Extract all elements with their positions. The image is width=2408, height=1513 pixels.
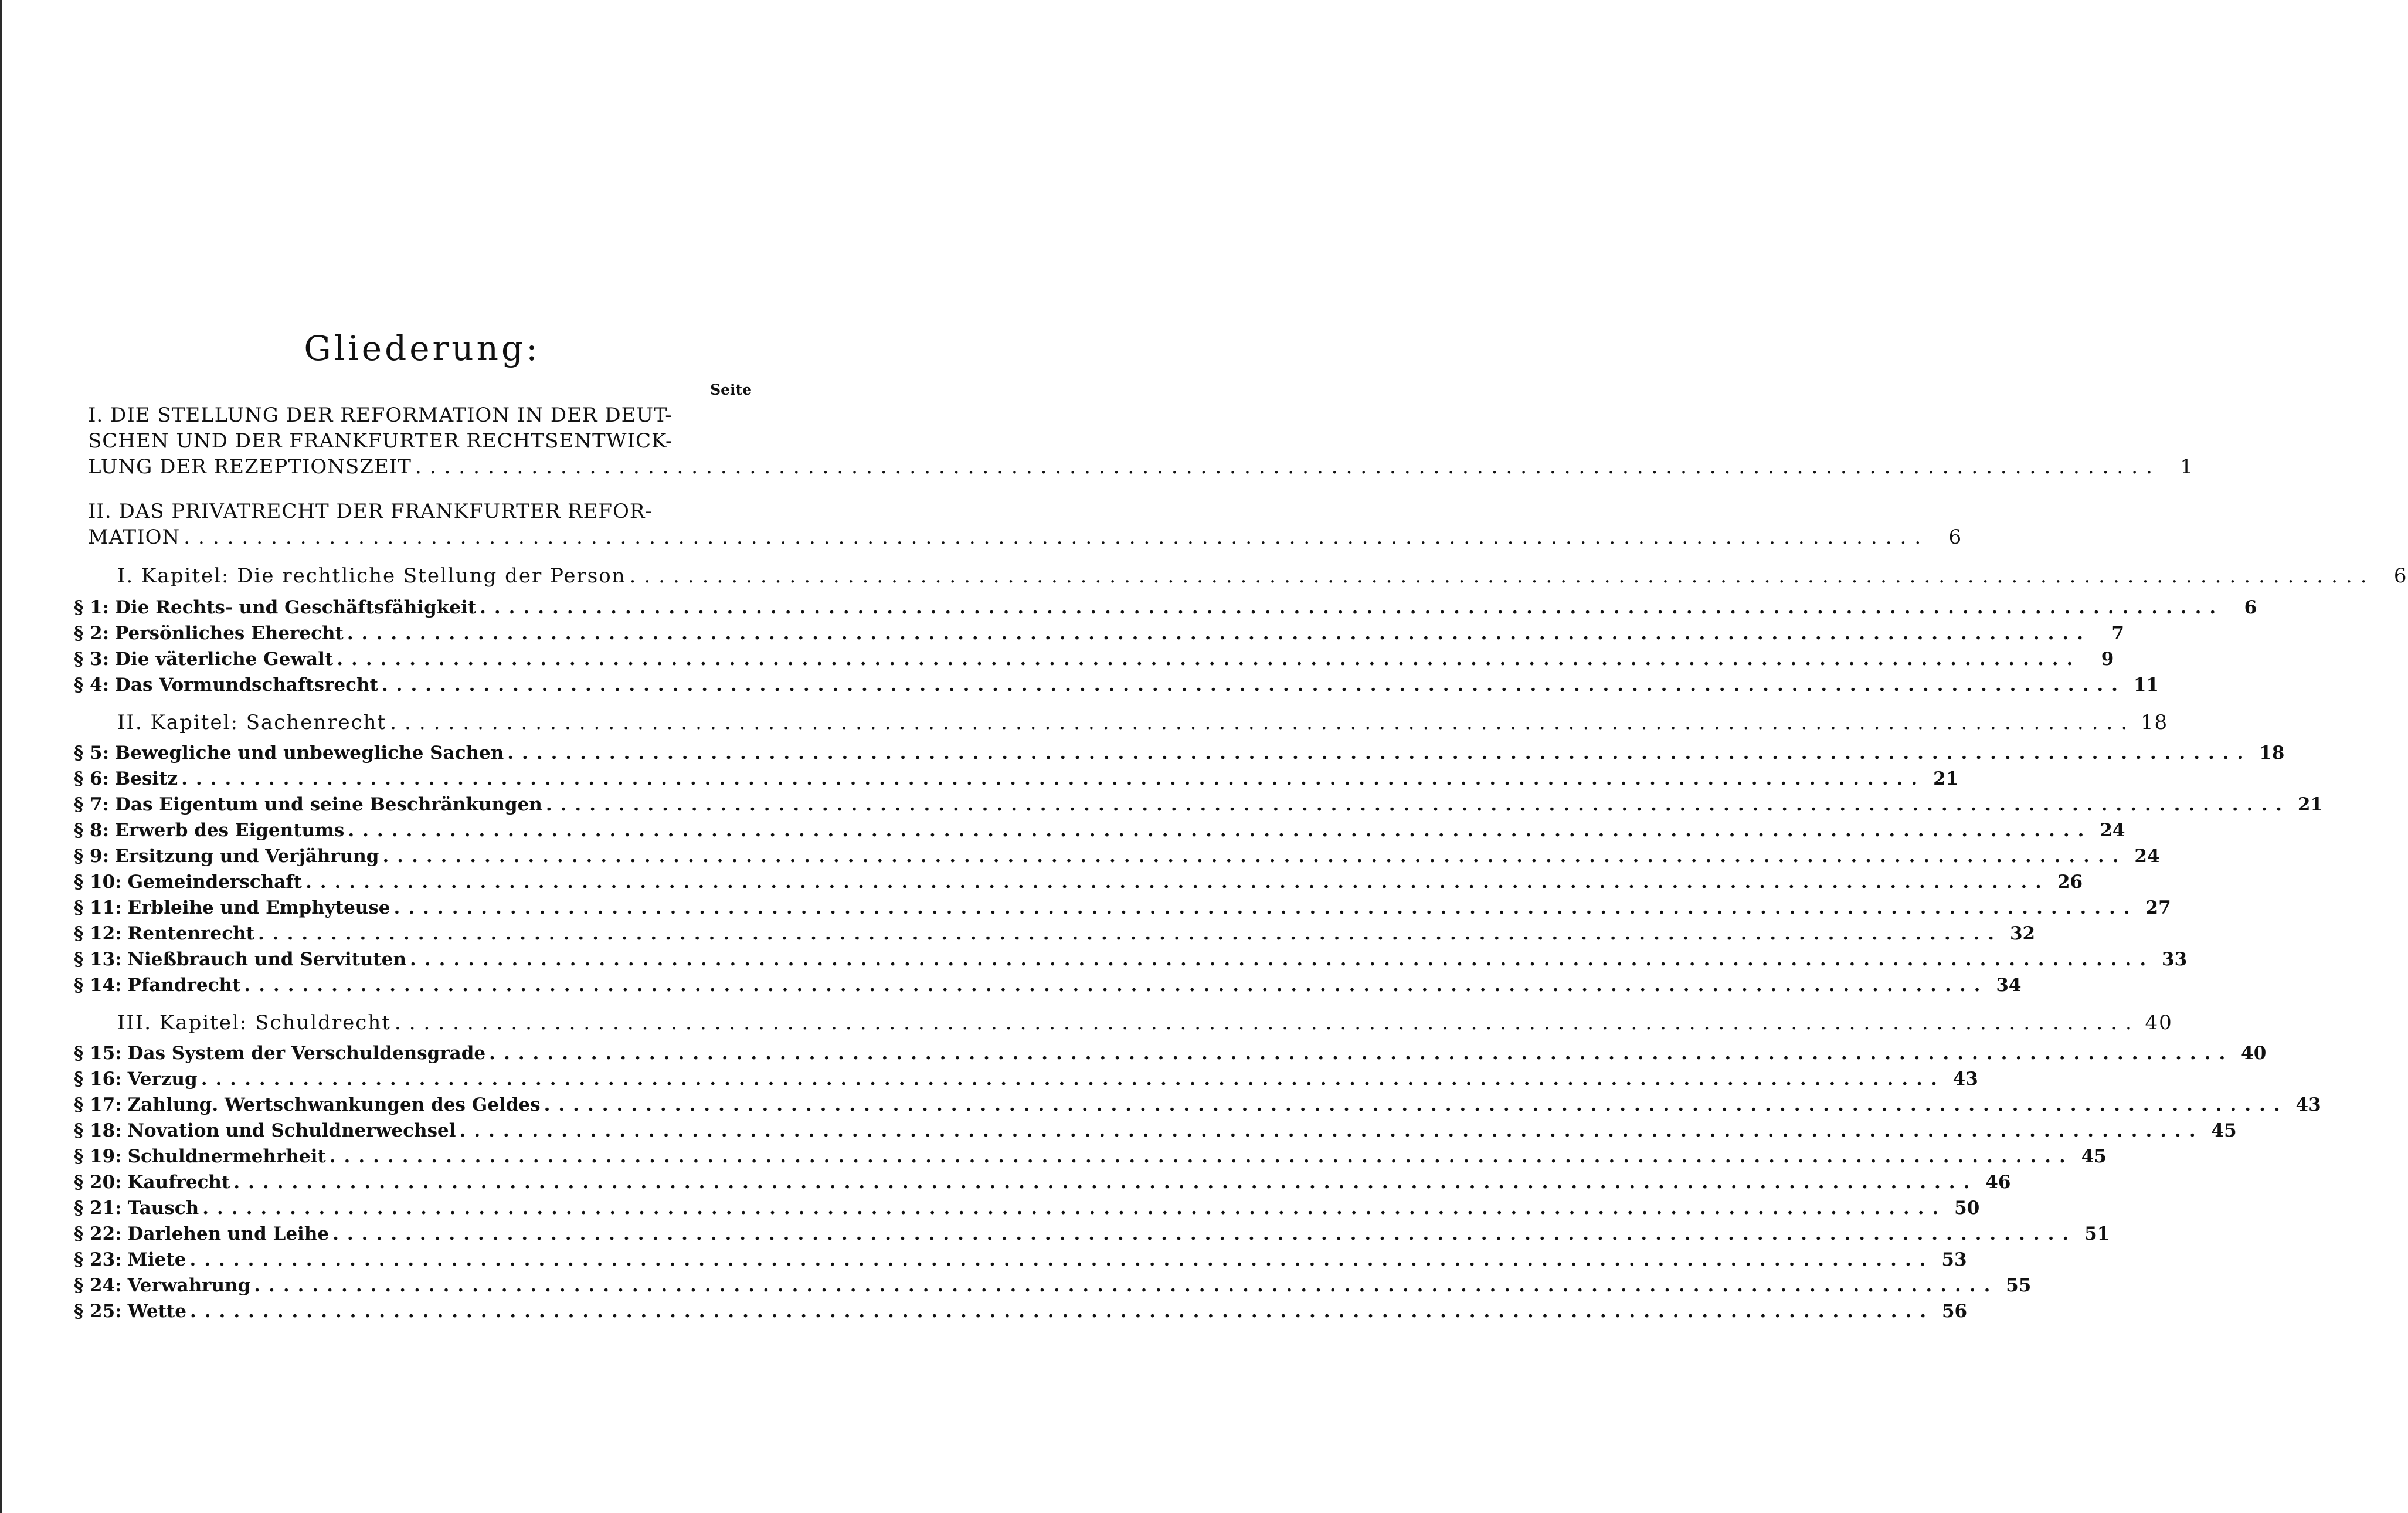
page-number: 9 bbox=[2101, 649, 2114, 670]
dot-leader: ........................................................................................................................ bbox=[258, 923, 2003, 944]
dot-leader: ........................................................................................................................ bbox=[489, 1043, 2234, 1064]
section-title: Persönliches Eherecht bbox=[115, 623, 344, 644]
page-number: 40 bbox=[2145, 1011, 2173, 1034]
dot-leader: ........................................................................................................................ bbox=[394, 1011, 2140, 1034]
section-number: § 13: bbox=[74, 949, 122, 970]
dot-leader: ........................................................................................................................ bbox=[305, 871, 2050, 893]
toc-entry-section-7[interactable] bbox=[74, 794, 2323, 815]
section-title: Verwahrung bbox=[127, 1275, 251, 1296]
section-title: Die Rechts- und Geschäftsfähigkeit bbox=[115, 597, 477, 618]
section-title: Bewegliche und unbewegliche Sachen bbox=[115, 742, 504, 764]
section-title: Nießbrauch und Servituten bbox=[127, 949, 407, 970]
page-number: 51 bbox=[2084, 1223, 2110, 1244]
page-number: 6 bbox=[2244, 597, 2257, 618]
toc-entry-section-16[interactable] bbox=[74, 1068, 1978, 1090]
section-number: § 1: bbox=[74, 597, 110, 618]
dot-leader: ........................................................................................................................ bbox=[244, 975, 1989, 996]
section-number: § 22: bbox=[74, 1223, 122, 1244]
dot-leader: ........................................................................................................................ bbox=[233, 1172, 1978, 1193]
dot-leader: ........................................................................................................................ bbox=[254, 1275, 1999, 1296]
section-title: Pfandrecht bbox=[127, 975, 241, 996]
section-number: § 2: bbox=[74, 623, 110, 644]
toc-entry-part-2[interactable] bbox=[88, 525, 1962, 549]
page-number: 18 bbox=[2140, 711, 2169, 734]
section-title: Besitz bbox=[115, 768, 178, 789]
dot-leader: ........................................................................................................................ bbox=[348, 820, 2093, 841]
toc-entry-section-19[interactable] bbox=[74, 1146, 2107, 1167]
page-number: 50 bbox=[1954, 1197, 1980, 1219]
section-number: § 17: bbox=[74, 1094, 122, 1115]
page-number: 7 bbox=[2111, 623, 2124, 644]
page-number: 6 bbox=[2393, 564, 2408, 588]
dot-leader: ........................................................................................................................ bbox=[390, 711, 2136, 734]
section-title: Tausch bbox=[127, 1197, 199, 1219]
page-number: 45 bbox=[2211, 1120, 2237, 1141]
page-number: 26 bbox=[2057, 871, 2083, 893]
dot-leader: ........................................................................................................................ bbox=[507, 742, 2252, 764]
toc-entry-section-21[interactable] bbox=[74, 1197, 1980, 1219]
section-number: § 4: bbox=[74, 674, 110, 696]
section-number: § 21: bbox=[74, 1197, 122, 1219]
toc-entry-part-1[interactable] bbox=[88, 455, 2193, 479]
toc-entry-section-22[interactable] bbox=[74, 1223, 2110, 1244]
section-number: § 18: bbox=[74, 1120, 122, 1141]
section-title: Die väterliche Gewalt bbox=[115, 649, 334, 670]
toc-entry-section-8[interactable] bbox=[74, 820, 2125, 841]
toc-entry-section-12[interactable] bbox=[74, 923, 2036, 944]
page-number: 24 bbox=[2134, 846, 2160, 867]
dot-leader: ........................................................................................................................ bbox=[181, 768, 1926, 789]
page-number: 21 bbox=[2297, 794, 2323, 815]
section-number: § 15: bbox=[74, 1043, 122, 1064]
section-title: Zahlung. Wertschwankungen des Geldes bbox=[127, 1094, 541, 1115]
section-number: § 3: bbox=[74, 649, 110, 670]
toc-entry-chapter-1[interactable] bbox=[117, 564, 2408, 588]
dot-leader: ........................................................................................................................ bbox=[393, 897, 2138, 918]
section-number: § 9: bbox=[74, 846, 110, 867]
toc-entry-section-5[interactable] bbox=[74, 742, 2285, 764]
toc-entry-chapter-3[interactable] bbox=[117, 1011, 2173, 1034]
toc-entry-section-20[interactable] bbox=[74, 1172, 2011, 1193]
toc-entry-section-4[interactable] bbox=[74, 674, 2159, 696]
part-1-line-3: LUNG DER REZEPTIONSZEIT bbox=[88, 455, 412, 479]
page-number: 34 bbox=[1996, 975, 2022, 996]
page-number: 27 bbox=[2145, 897, 2171, 918]
page-number: 18 bbox=[2259, 742, 2285, 764]
page-number: 45 bbox=[2081, 1146, 2107, 1167]
dot-leader: ........................................................................................................................ bbox=[201, 1068, 1945, 1090]
dot-leader: ........................................................................................................................ bbox=[410, 949, 2155, 970]
toc-entry-section-11[interactable] bbox=[74, 897, 2171, 918]
page-number: 46 bbox=[1985, 1172, 2011, 1193]
dot-leader: ........................................................................................................................ bbox=[459, 1120, 2204, 1141]
dot-leader: ........................................................................................................................ bbox=[184, 525, 1930, 549]
section-number: § 11: bbox=[74, 897, 122, 918]
section-title: Ersitzung und Verjährung bbox=[115, 846, 379, 867]
page-number: 53 bbox=[1941, 1249, 1967, 1270]
page-title: Gliederung: bbox=[304, 328, 541, 368]
toc-entry-section-9[interactable] bbox=[74, 846, 2160, 867]
section-title: Novation und Schuldnerwechsel bbox=[127, 1120, 456, 1141]
page-number: 1 bbox=[2180, 455, 2193, 479]
part-2-line-1: II. DAS PRIVATRECHT DER FRANKFURTER REFOR- bbox=[88, 500, 653, 523]
part-1-line-1: I. DIE STELLUNG DER REFORMATION IN DER DEUT- bbox=[88, 403, 673, 427]
section-title: Das Vormundschaftsrecht bbox=[115, 674, 378, 696]
section-number: § 19: bbox=[74, 1146, 122, 1167]
toc-entry-section-24[interactable] bbox=[74, 1275, 2032, 1296]
dot-leader: ........................................................................................................................ bbox=[347, 623, 2091, 644]
toc-entry-section-25[interactable] bbox=[74, 1301, 1968, 1322]
section-number: § 25: bbox=[74, 1301, 122, 1322]
section-number: § 23: bbox=[74, 1249, 122, 1270]
section-title: Das Eigentum und seine Beschränkungen bbox=[115, 794, 542, 815]
section-title: Kaufrecht bbox=[127, 1172, 230, 1193]
section-title: Gemeinderschaft bbox=[127, 871, 302, 893]
section-number: § 16: bbox=[74, 1068, 122, 1090]
page-number: 32 bbox=[2009, 923, 2036, 944]
dot-leader: ........................................................................................................................ bbox=[415, 455, 2161, 479]
toc-entry-section-15[interactable] bbox=[74, 1043, 2267, 1064]
page-number: 56 bbox=[1941, 1301, 1968, 1322]
page-number: 55 bbox=[2006, 1275, 2032, 1296]
toc-entry-section-10[interactable] bbox=[74, 871, 2083, 893]
toc-entry-section-1[interactable] bbox=[74, 597, 2257, 618]
chapter-title: I. Kapitel: Die rechtliche Stellung der Person bbox=[117, 564, 626, 588]
toc-entry-section-2[interactable] bbox=[74, 623, 2124, 644]
toc-entry-section-3[interactable] bbox=[74, 649, 2114, 670]
section-title: Darlehen und Leihe bbox=[127, 1223, 330, 1244]
page-number: 6 bbox=[1948, 525, 1962, 549]
toc-entry-chapter-2[interactable] bbox=[117, 711, 2169, 734]
section-number: § 8: bbox=[74, 820, 110, 841]
toc-entry-section-18[interactable] bbox=[74, 1120, 2237, 1141]
section-title: Schuldnermehrheit bbox=[127, 1146, 326, 1167]
dot-leader: ........................................................................................................................ bbox=[480, 597, 2224, 618]
page-number: 24 bbox=[2100, 820, 2125, 841]
dot-leader: ........................................................................................................................ bbox=[337, 649, 2081, 670]
page-number: 43 bbox=[1952, 1068, 1978, 1090]
section-title: Verzug bbox=[127, 1068, 198, 1090]
toc-entry-section-17[interactable] bbox=[74, 1094, 2321, 1115]
section-title: Rentenrecht bbox=[127, 923, 254, 944]
page-column-label: Seite bbox=[710, 381, 752, 398]
section-title: Erwerb des Eigentums bbox=[115, 820, 345, 841]
dot-leader: ........................................................................................................................ bbox=[332, 1223, 2077, 1244]
dot-leader: ........................................................................................................................ bbox=[381, 674, 2126, 696]
part-2-line-2: MATION bbox=[88, 525, 181, 549]
section-number: § 5: bbox=[74, 742, 110, 764]
toc-entry-section-14[interactable] bbox=[74, 975, 2022, 996]
section-number: § 14: bbox=[74, 975, 122, 996]
section-title: Wette bbox=[127, 1301, 186, 1322]
toc-entry-section-6[interactable] bbox=[74, 768, 1959, 789]
section-number: § 20: bbox=[74, 1172, 122, 1193]
page-number: 43 bbox=[2295, 1094, 2321, 1115]
dot-leader: ........................................................................................................................ bbox=[629, 564, 2375, 588]
page-number: 40 bbox=[2241, 1043, 2267, 1064]
page-number: 33 bbox=[2162, 949, 2188, 970]
toc-entry-section-23[interactable] bbox=[74, 1249, 1967, 1270]
chapter-title: III. Kapitel: Schuldrecht bbox=[117, 1011, 391, 1034]
dot-leader: ........................................................................................................................ bbox=[189, 1301, 1935, 1322]
dot-leader: ........................................................................................................................ bbox=[202, 1197, 1947, 1219]
section-number: § 12: bbox=[74, 923, 122, 944]
section-number: § 6: bbox=[74, 768, 110, 789]
dot-leader: ........................................................................................................................ bbox=[189, 1249, 1934, 1270]
section-title: Das System der Verschuldensgrade bbox=[127, 1043, 486, 1064]
section-number: § 24: bbox=[74, 1275, 122, 1296]
section-title: Miete bbox=[127, 1249, 186, 1270]
page-number: 21 bbox=[1933, 768, 1959, 789]
page-number: 11 bbox=[2133, 674, 2159, 696]
toc-entry-section-13[interactable] bbox=[74, 949, 2188, 970]
dot-leader: ........................................................................................................................ bbox=[382, 846, 2127, 867]
dot-leader: ........................................................................................................................ bbox=[544, 1094, 2288, 1115]
dot-leader: ........................................................................................................................ bbox=[329, 1146, 2074, 1167]
section-number: § 7: bbox=[74, 794, 110, 815]
section-number: § 10: bbox=[74, 871, 122, 893]
part-1-line-2: SCHEN UND DER FRANKFURTER RECHTSENTWICK- bbox=[88, 429, 673, 453]
dot-leader: ........................................................................................................................ bbox=[545, 794, 2290, 815]
section-title: Erbleihe und Emphyteuse bbox=[127, 897, 390, 918]
chapter-title: II. Kapitel: Sachenrecht bbox=[117, 711, 387, 734]
